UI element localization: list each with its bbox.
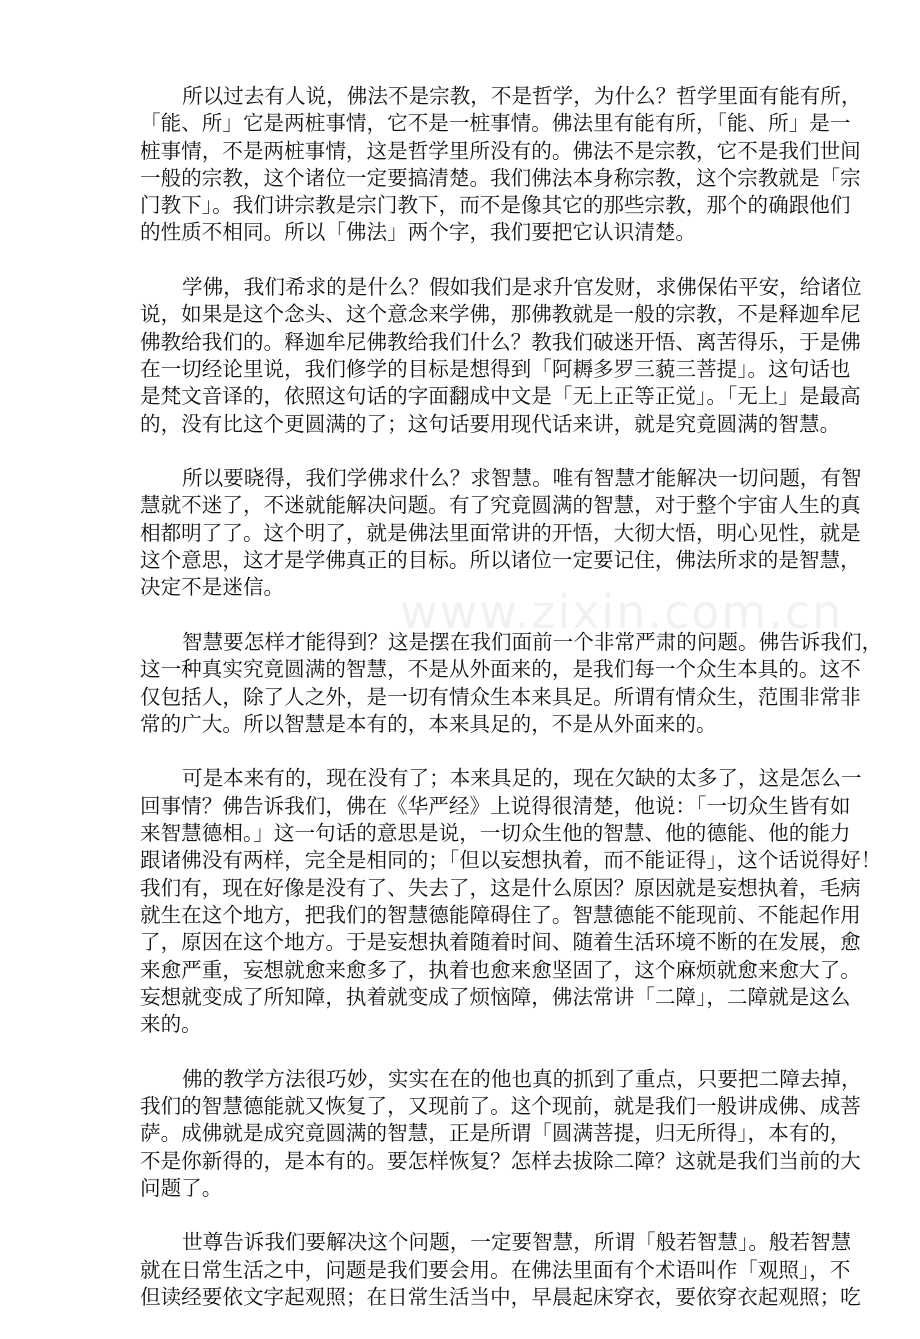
paragraph [140, 83, 862, 247]
text-line: 仅包括人，除了人之外，是一切有情众生本来具足。所谓有情众生，范围非常非 [140, 684, 861, 709]
text-line: 学佛，我们希求的是什么？假如我们是求升官发财，求佛保佑平安，给诸位 [182, 275, 862, 300]
text-line: 智慧要怎样才能得到？这是摆在我们面前一个非常严肃的问题。佛告诉我们， [182, 629, 883, 654]
watermark: www.zixin.com.cn [400, 585, 844, 639]
text-line: 就在日常生活之中，问题是我们要会用。在佛法里面有个术语叫作「观照」，不 [140, 1257, 851, 1282]
text-line: 这个意思，这才是学佛真正的目标。所以诸位一定要记住，佛法所求的是智慧， [140, 548, 861, 573]
text-line: 来的。 [140, 1012, 202, 1037]
paragraph [140, 765, 882, 1038]
text-line: 所以过去有人说，佛法不是宗教，不是哲学，为什么？哲学里面有能有所， [182, 84, 862, 108]
text-line: 在一切经论里说，我们修学的目标是想得到「阿耨多罗三藐三菩提」。这句话也 [140, 356, 851, 381]
text-line: 相都明了了。这个明了，就是佛法里面常讲的开悟，大彻大悟，明心见性，就是 [140, 520, 861, 545]
text-line: 来智慧德相。」这一句话的意思是说，一切众生他的智慧、他的德能、他的能力 [140, 821, 851, 846]
text-line: 不是你新得的，是本有的。要怎样恢复？怎样去拔除二障？这就是我们当前的大 [140, 1148, 861, 1173]
text-line: 的，没有比这个更圆满的了；这句话要用现代话来讲，就是究竟圆满的智慧。 [140, 411, 841, 436]
text-line: 慧就不迷了，不迷就能解决问题。有了究竟圆满的智慧，对于整个宇宙人生的真 [140, 493, 861, 518]
text-line: 跟诸佛没有两样，完全是相同的；「但以妄想执着，而不能证得」，这个话说得好！ [140, 848, 882, 873]
text-line: 我们的智慧德能就又恢复了，又现前了。这个现前，就是我们一般讲成佛、成菩 [140, 1093, 861, 1118]
text-line: 但读经要依文字起观照；在日常生活当中，早晨起床穿衣，要依穿衣起观照；吃 [140, 1285, 861, 1310]
text-line: 了，原因在这个地方。于是妄想执着随着时间、随着生活环境不断的在发展，愈 [140, 930, 861, 955]
text-line: 世尊告诉我们要解决这个问题，一定要智慧，所谓「般若智慧」。般若智慧 [182, 1230, 852, 1255]
text-line: 常的广大。所以智慧是本有的，本来具足的，不是从外面来的。 [140, 711, 717, 736]
text-line: 一般的宗教，这个诸位一定要搞清楚。我们佛法本身称宗教，这个宗教就是「宗 [140, 165, 861, 190]
text-line: 我们有，现在好像是没有了、失去了，这是什么原因？原因就是妄想执着，毛病 [140, 875, 861, 900]
text-line: 回事情？佛告诉我们，佛在《华严经》上说得很清楚，他说：「一切众生皆有如 [140, 793, 851, 818]
text-line: 「能、所」它是两桩事情，它不是一桩事情。佛法里有能有所，「能、所」是一 [140, 111, 851, 136]
paragraph [140, 1229, 861, 1311]
paragraph [140, 274, 862, 438]
text-line: 佛教给我们的。释迦牟尼佛教给我们什么？教我们破迷开悟、离苦得乐，于是佛 [140, 329, 861, 354]
text-line: 的性质不相同。所以「佛法」两个字，我们要把它认识清楚。 [140, 220, 697, 245]
text-line: 来愈严重，妄想就愈来愈多了，执着也愈来愈坚固了，这个麻烦就愈来愈大了。 [140, 957, 861, 982]
text-line: 妄想就变成了所知障，执着就变成了烦恼障，佛法常讲「二障」，二障就是这么 [140, 984, 851, 1009]
paragraph [140, 629, 883, 738]
text-line: 决定不是迷信。 [140, 575, 285, 600]
text-line: 可是本来有的，现在没有了；本来具足的，现在欠缺的太多了，这是怎么一 [182, 766, 862, 791]
text-line: 是梵文音译的，依照这句话的字面翻成中文是「无上正等正觉」。「无上」是最高 [140, 384, 861, 409]
document-body [140, 83, 883, 1339]
paragraph [140, 1066, 862, 1202]
text-line: 所以要晓得，我们学佛求什么？求智慧。唯有智慧才能解决一切问题，有智 [182, 466, 862, 491]
text-line: 就生在这个地方，把我们的智慧德能障碍住了。智慧德能不能现前、不能起作用 [140, 902, 861, 927]
text-line: 萨。成佛就是成究竟圆满的智慧，正是所谓「圆满菩提，归无所得」，本有的， [140, 1121, 851, 1146]
text-line: 这一种真实究竟圆满的智慧，不是从外面来的，是我们每一个众生本具的。这不 [140, 657, 861, 682]
text-line: 桩事情，不是两桩事情，这是哲学里所没有的。佛法不是宗教，它不是我们世间 [140, 138, 861, 163]
text-line: 问题了。 [140, 1175, 223, 1200]
text-line: 佛的教学方法很巧妙，实实在在的他也真的抓到了重点，只要把二障去掉， [182, 1066, 862, 1091]
text-line: 说，如果是这个念头、这个意念来学佛，那佛教就是一般的宗教，不是释迦牟尼 [140, 302, 861, 327]
text-line: 门教下」。我们讲宗教是宗门教下，而不是像其它的那些宗教，那个的确跟他们 [140, 193, 851, 218]
paragraph [140, 465, 862, 601]
